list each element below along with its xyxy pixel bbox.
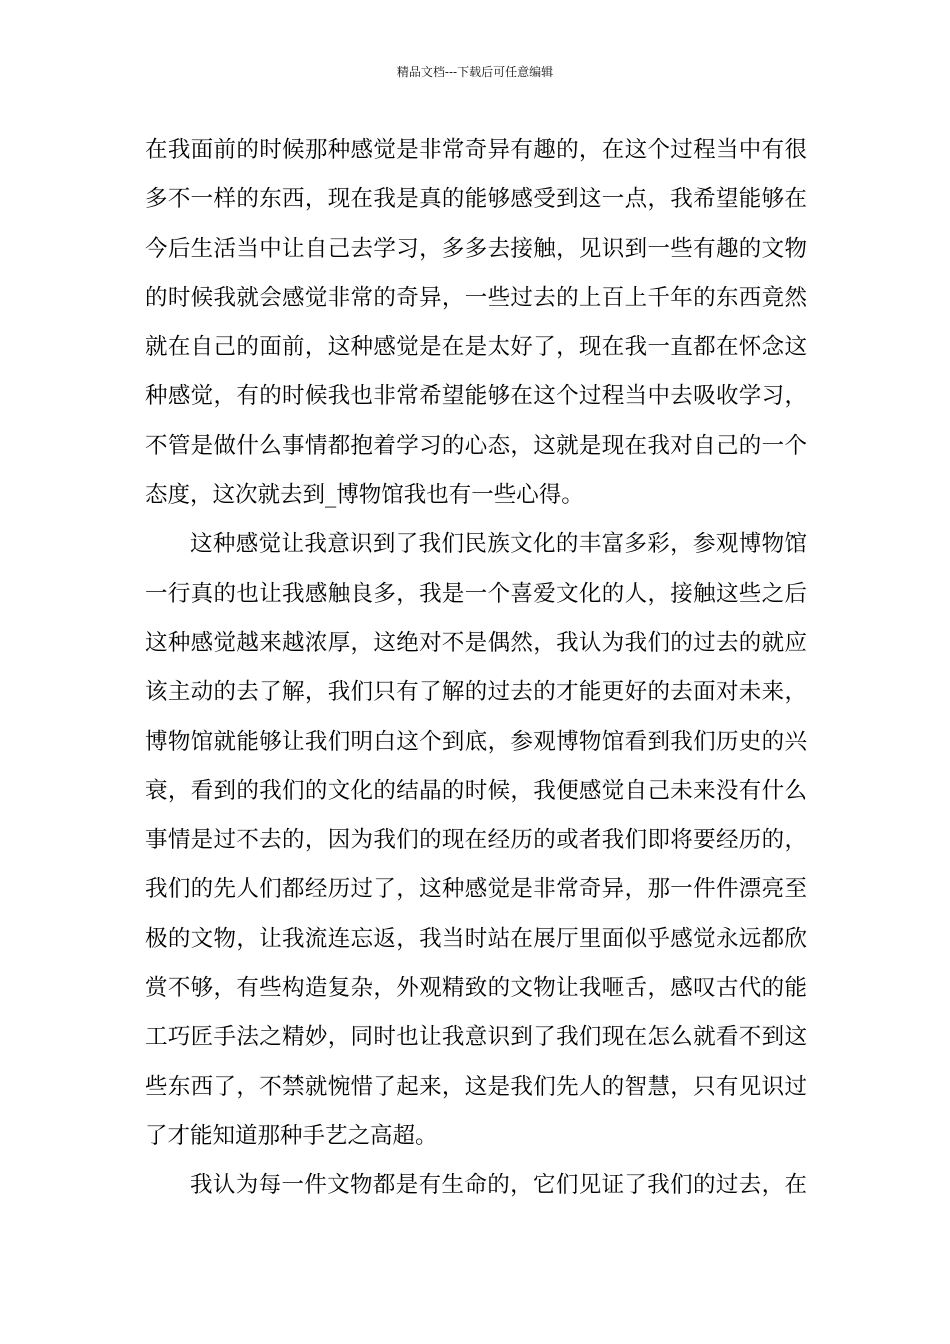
paragraph-1-line-3: 今后生活当中让自己去学习，多多去接触，见识到一些有趣的文物 bbox=[145, 235, 807, 262]
paragraph-2-line-1: 这种感觉让我意识到了我们民族文化的丰富多彩，参观博物馆 bbox=[190, 531, 807, 558]
paragraph-2-line-10: 赏不够，有些构造复杂，外观精致的文物让我咂舌，感叹古代的能 bbox=[145, 975, 807, 1002]
paragraph-2-line-5: 博物馆就能够让我们明白这个到底，参观博物馆看到我们历史的兴 bbox=[145, 728, 807, 755]
paragraph-2-line-9: 极的文物，让我流连忘返，我当时站在展厅里面似乎感觉永远都欣 bbox=[145, 925, 807, 952]
paragraph-2-line-8: 我们的先人们都经历过了，这种感觉是非常奇异，那一件件漂亮至 bbox=[145, 876, 807, 903]
paragraph-2-line-11: 工巧匠手法之精妙，同时也让我意识到了我们现在怎么就看不到这 bbox=[145, 1024, 807, 1051]
paragraph-2-line-7: 事情是过不去的，因为我们的现在经历的或者我们即将要经历的， bbox=[145, 827, 807, 854]
paragraph-2-line-4: 该主动的去了解，我们只有了解的过去的才能更好的去面对未来， bbox=[145, 679, 807, 706]
paragraph-2-line-2: 一行真的也让我感触良多，我是一个喜爱文化的人，接触这些之后 bbox=[145, 580, 807, 607]
page-header: 精品文档---下载后可任意编辑 bbox=[396, 65, 554, 79]
paragraph-1-line-7: 不管是做什么事情都抱着学习的心态，这就是现在我对自己的一个 bbox=[145, 432, 807, 459]
paragraph-1-line-5: 就在自己的面前，这种感觉是在是太好了，现在我一直都在怀念这 bbox=[145, 334, 807, 361]
paragraph-1-line-1: 在我面前的时候那种感觉是非常奇异有趣的，在这个过程当中有很 bbox=[145, 137, 807, 163]
paragraph-1-line-8: 态度，这次就去到_博物馆我也有一些心得。 bbox=[145, 482, 584, 509]
paragraph-1-line-6: 种感觉，有的时候我也非常希望能够在这个过程当中去吸收学习， bbox=[145, 383, 807, 410]
paragraph-2-line-12: 些东西了，不禁就惋惜了起来，这是我们先人的智慧，只有见识过 bbox=[145, 1073, 807, 1100]
paragraph-2-line-6: 衰，看到的我们的文化的结晶的时候，我便感觉自己未来没有什么 bbox=[145, 777, 807, 804]
paragraph-1-line-4: 的时候我就会感觉非常的奇异，一些过去的上百上千年的东西竟然 bbox=[145, 284, 807, 311]
document-body bbox=[145, 126, 807, 1211]
paragraph-2-line-13: 了才能知道那种手艺之高超。 bbox=[145, 1122, 438, 1149]
paragraph-2-line-3: 这种感觉越来越浓厚，这绝对不是偶然，我认为我们的过去的就应 bbox=[145, 629, 807, 656]
paragraph-1-line-2: 多不一样的东西，现在我是真的能够感受到这一点，我希望能够在 bbox=[145, 186, 807, 213]
paragraph-3-line-1: 我认为每一件文物都是有生命的，它们见证了我们的过去，在 bbox=[190, 1172, 807, 1199]
